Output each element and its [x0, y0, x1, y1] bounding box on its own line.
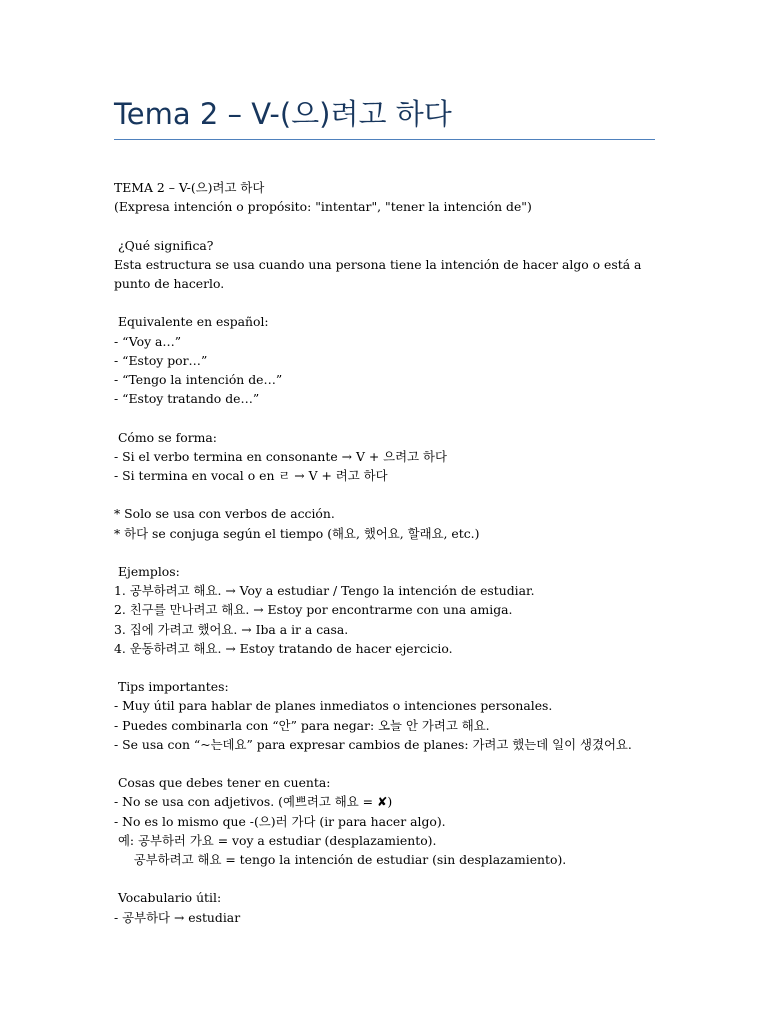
text-line: 예: 공부하러 가요 = voy a estudiar (desplazamiento). [114, 832, 437, 848]
text-line [114, 869, 659, 888]
text-line: Cómo se forma: [114, 429, 217, 445]
text-line: * Solo se usa con verbos de acción. [114, 506, 335, 522]
title-divider [114, 139, 655, 140]
text-line: Esta estructura se usa cuando una persona tiene la intención de hacer algo o está a punto de hacerlo. [114, 256, 646, 291]
text-line: Tips importantes: [114, 679, 229, 695]
text-line [114, 408, 659, 427]
text-line: - No es lo mismo que -(으)러 가다 (ir para hacer algo). [114, 813, 446, 829]
document-body [114, 178, 659, 927]
text-line: 4. 운동하려고 해요. → Estoy tratando de hacer ejercicio. [114, 640, 453, 656]
text-line: - Se usa con “~는데요” para expresar cambios de planes: 가려고 했는데 일이 생겼어요. [114, 736, 632, 752]
text-line: - Si termina en vocal o en ㄹ → V + 려고 하다 [114, 468, 388, 483]
text-line: - “Estoy por…” [114, 352, 208, 368]
text-line [114, 485, 659, 504]
text-line: Ejemplos: [114, 563, 180, 579]
text-line [114, 216, 659, 235]
text-line: 3. 집에 가려고 했어요. → Iba a ir a casa. [114, 621, 349, 637]
text-line: 1. 공부하려고 해요. → Voy a estudiar / Tengo la intención de estudiar. [114, 583, 535, 599]
text-line: Equivalente en español: [114, 314, 269, 330]
text-line: Vocabulario útil: [114, 890, 222, 906]
text-line: - Si el verbo termina en consonante → V + 으려고 하다 [114, 448, 447, 464]
text-line [114, 754, 659, 773]
text-line: TEMA 2 – V-(으)려고 하다 [114, 180, 265, 195]
text-line: 2. 친구를 만나려고 해요. → Estoy por encontrarme con una amiga. [114, 602, 513, 618]
text-line: 공부하려고 해요 = tengo la intención de estudiar (sin desplazamiento). [114, 852, 567, 867]
document-title: Tema 2 – V-(으)려고 하다 [114, 97, 452, 131]
text-line: - 공부하다 → estudiar [114, 909, 241, 925]
text-line: - “Voy a…” [114, 333, 182, 349]
text-line [114, 658, 659, 677]
text-line: ¿Qué significa? [114, 237, 214, 253]
text-line: (Expresa intención o propósito: "intentar", "tener la intención de") [114, 199, 532, 215]
text-line: * 하다 se conjuga según el tiempo (해요, 했어요, 할래요, etc.) [114, 525, 480, 541]
text-line [114, 543, 659, 562]
text-line: - Muy útil para hablar de planes inmediatos o intenciones personales. [114, 698, 553, 714]
text-line: - Puedes combinarla con “안” para negar: 오늘 안 가려고 해요. [114, 717, 490, 733]
text-line: - “Estoy tratando de…” [114, 391, 260, 407]
text-line [114, 293, 659, 312]
text-line: - “Tengo la intención de…” [114, 372, 283, 387]
text-line: Cosas que debes tener en cuenta: [114, 775, 331, 791]
text-line: - No se usa con adjetivos. (예쁘려고 해요 = ✘) [114, 794, 393, 810]
